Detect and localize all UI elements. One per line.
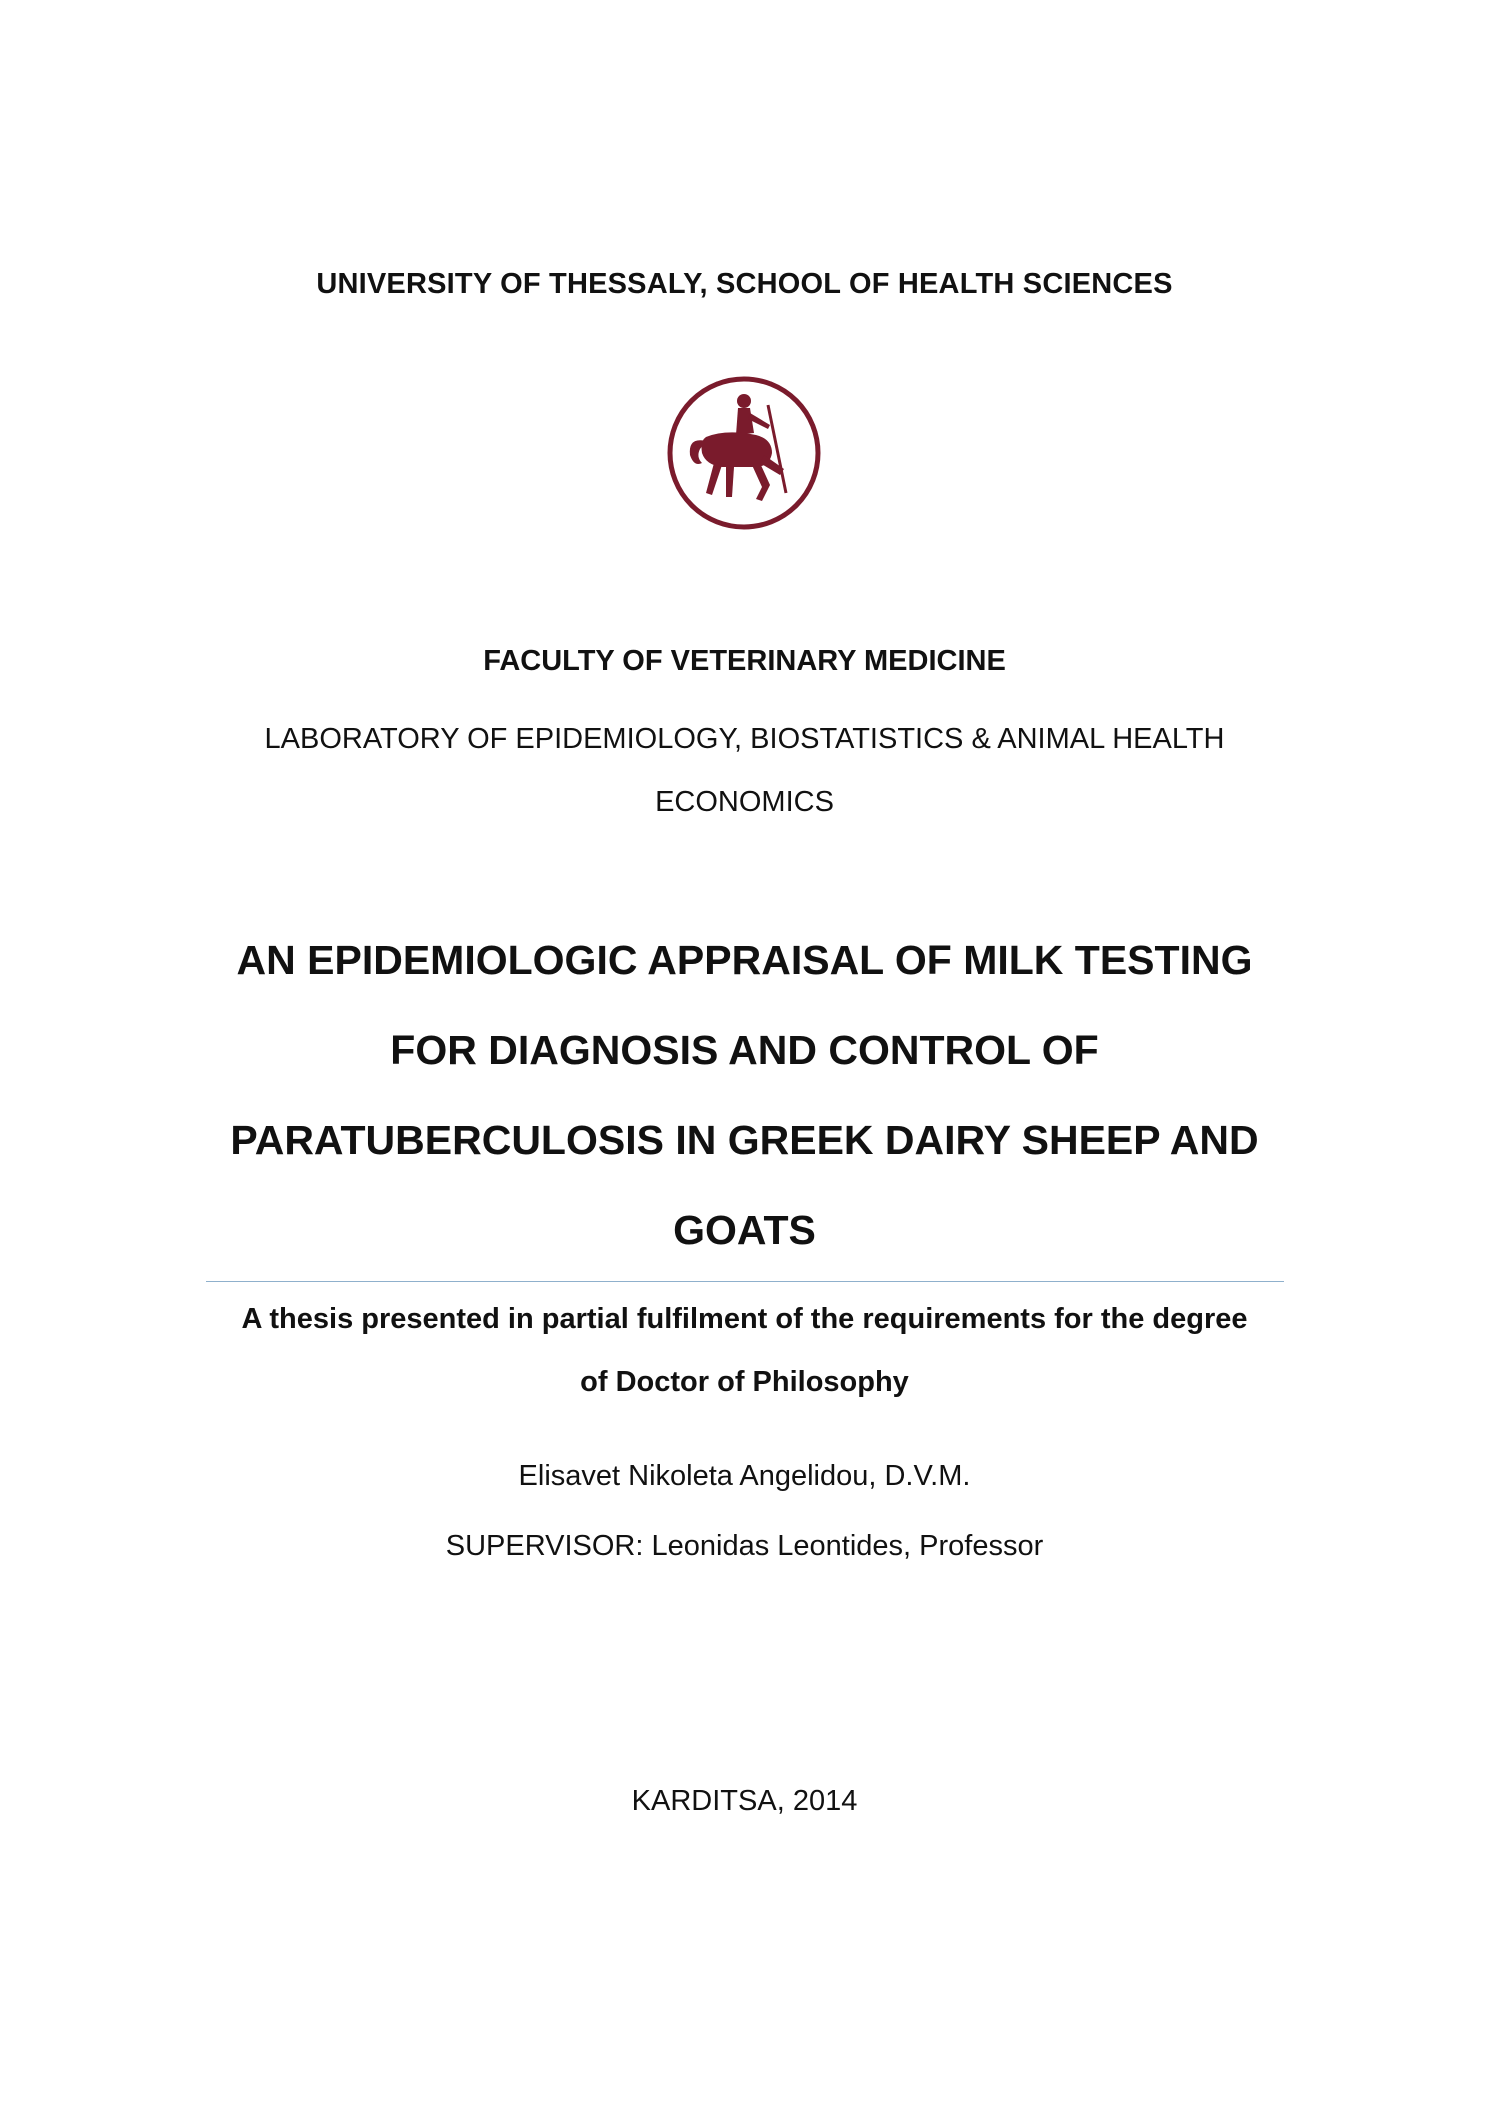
title-line-1: AN EPIDEMIOLOGIC APPRAISAL OF MILK TESTING [236,937,1253,983]
degree-line-2: of Doctor of Philosophy [580,1366,909,1398]
faculty-heading: FACULTY OF VETERINARY MEDICINE [483,645,1006,677]
laboratory-line-2: ECONOMICS [655,786,834,818]
laboratory-line-1: LABORATORY OF EPIDEMIOLOGY, BIOSTATISTICS & ANIMAL HEALTH [264,723,1225,755]
university-heading: UNIVERSITY OF THESSALY, SCHOOL OF HEALTH SCIENCES [316,268,1173,300]
thesis-title [200,915,1289,1275]
title-divider [206,1281,1284,1282]
title-line-3: PARATUBERCULOSIS IN GREEK DAIRY SHEEP AND [230,1117,1259,1163]
degree-line-1: A thesis presented in partial fulfilment of the requirements for the degree [241,1303,1248,1335]
place-and-year: KARDITSA, 2014 [631,1785,858,1817]
supervisor-name: SUPERVISOR: Leonidas Leontides, Professor [445,1530,1044,1562]
title-line-2: FOR DIAGNOSIS AND CONTROL OF [390,1027,1099,1073]
laboratory-heading [0,708,1489,834]
centaur-emblem-icon [666,375,822,531]
author-name: Elisavet Nikoleta Angelidou, D.V.M. [518,1460,971,1492]
title-line-4: GOATS [673,1207,816,1253]
degree-statement [0,1288,1489,1414]
